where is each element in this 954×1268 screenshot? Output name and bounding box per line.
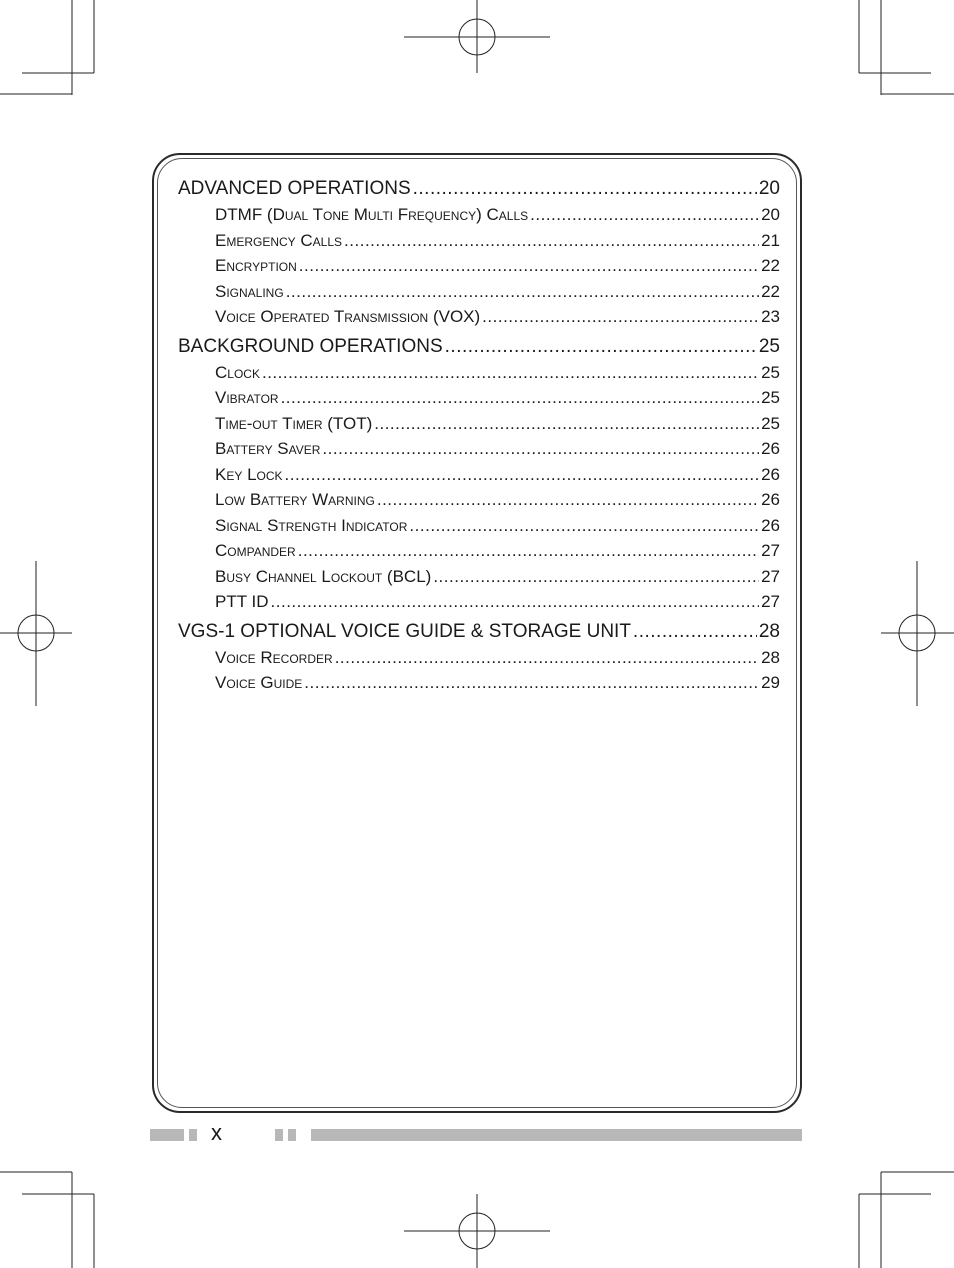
toc-title: Voice Recorder — [215, 647, 333, 667]
toc-page: 23 — [761, 307, 780, 326]
toc-leader — [377, 487, 759, 513]
toc-leader — [482, 304, 759, 330]
footer-block — [275, 1129, 283, 1141]
toc-title: Low Battery Warning — [215, 490, 375, 509]
toc-entry-low-battery-warning[interactable] — [178, 487, 780, 513]
toc-title: Voice Guide — [215, 673, 303, 692]
footer-block — [288, 1129, 296, 1141]
toc-section-advanced-operations[interactable] — [178, 176, 780, 202]
toc-page: 27 — [761, 592, 780, 611]
toc-title: Compander — [215, 541, 296, 560]
footer-block — [150, 1129, 184, 1141]
toc-title: Busy Channel Lockout (BCL) — [215, 566, 432, 586]
toc-page: 27 — [761, 541, 780, 560]
toc-page: 26 — [761, 439, 780, 458]
toc-title: BACKGROUND OPERATIONS — [178, 335, 443, 357]
toc-leader — [433, 564, 759, 590]
toc-page: 28 — [761, 647, 780, 667]
toc-entry-tot[interactable] — [178, 411, 780, 437]
toc-leader — [262, 360, 759, 386]
toc-page: 21 — [761, 230, 780, 250]
toc-title: Time-out Timer (TOT) — [215, 413, 373, 433]
toc-page: 26 — [761, 515, 780, 535]
toc-leader — [285, 462, 760, 488]
toc-page: 25 — [758, 335, 780, 357]
toc-leader — [335, 645, 759, 671]
toc-leader — [298, 538, 759, 564]
toc-leader — [344, 228, 759, 254]
toc-page: 20 — [758, 178, 780, 199]
toc-entry-compander[interactable] — [178, 538, 780, 564]
toc-page: 25 — [761, 413, 780, 433]
toc-leader — [322, 436, 759, 462]
toc-leader — [281, 385, 760, 411]
toc-entry-ptt-id[interactable] — [178, 589, 780, 615]
toc-entry-voice-recorder[interactable] — [178, 645, 780, 671]
toc-entry-encryption[interactable] — [178, 253, 780, 279]
toc-entry-signal-strength-indicator[interactable] — [178, 513, 780, 539]
toc-title: PTT ID — [215, 592, 269, 611]
toc-leader — [409, 513, 759, 539]
toc-leader — [445, 334, 757, 360]
toc-title: Signal Strength Indicator — [215, 515, 408, 535]
toc-title: Key Lock — [215, 464, 283, 484]
toc-entry-bcl[interactable] — [178, 564, 780, 590]
toc-entry-vibrator[interactable] — [178, 385, 780, 411]
page-number: x — [211, 1120, 222, 1145]
toc-leader — [286, 279, 759, 305]
toc-title: Battery Saver — [215, 439, 321, 458]
toc-entry-dtmf-calls[interactable] — [178, 202, 780, 228]
toc-title: Emergency Calls — [215, 230, 343, 250]
toc-page: 26 — [761, 464, 780, 484]
toc-entry-key-lock[interactable] — [178, 462, 780, 488]
toc-title: Vibrator — [215, 388, 279, 407]
toc-leader — [633, 619, 757, 645]
footer-block — [189, 1129, 197, 1141]
toc-page: 29 — [761, 673, 780, 692]
toc-entry-battery-saver[interactable] — [178, 436, 780, 462]
toc-title: VGS-1 OPTIONAL VOICE GUIDE & STORAGE UNIT — [178, 620, 631, 642]
footer-block — [311, 1129, 802, 1141]
toc-entry-voice-guide[interactable] — [178, 670, 780, 696]
toc-title: DTMF (Dual Tone Multi Frequency) Calls — [215, 205, 529, 224]
toc-leader — [271, 589, 760, 615]
toc-title: Encryption — [215, 256, 297, 275]
toc-page: 27 — [761, 566, 780, 586]
toc-title: Voice Operated Transmission (VOX) — [215, 307, 481, 326]
toc-entry-clock[interactable] — [178, 360, 780, 386]
toc-entry-vox[interactable] — [178, 304, 780, 330]
toc-title: ADVANCED OPERATIONS — [178, 178, 411, 199]
toc-section-vgs-1[interactable] — [178, 619, 780, 645]
toc-page: 25 — [761, 388, 780, 407]
toc-page: 26 — [761, 490, 780, 509]
toc-entry-emergency-calls[interactable] — [178, 228, 780, 254]
toc-title: Signaling — [215, 281, 284, 301]
table-of-contents — [178, 176, 780, 696]
toc-page: 22 — [761, 281, 780, 301]
toc-leader — [304, 670, 759, 696]
toc-leader — [374, 411, 759, 437]
toc-section-background-operations[interactable] — [178, 334, 780, 360]
toc-page: 28 — [758, 620, 780, 642]
toc-title: Clock — [215, 362, 260, 382]
toc-leader — [413, 176, 757, 202]
toc-page: 22 — [761, 256, 780, 275]
toc-page: 20 — [761, 205, 780, 224]
toc-entry-signaling[interactable] — [178, 279, 780, 305]
toc-leader — [530, 202, 759, 228]
toc-page: 25 — [761, 362, 780, 382]
toc-leader — [299, 253, 759, 279]
